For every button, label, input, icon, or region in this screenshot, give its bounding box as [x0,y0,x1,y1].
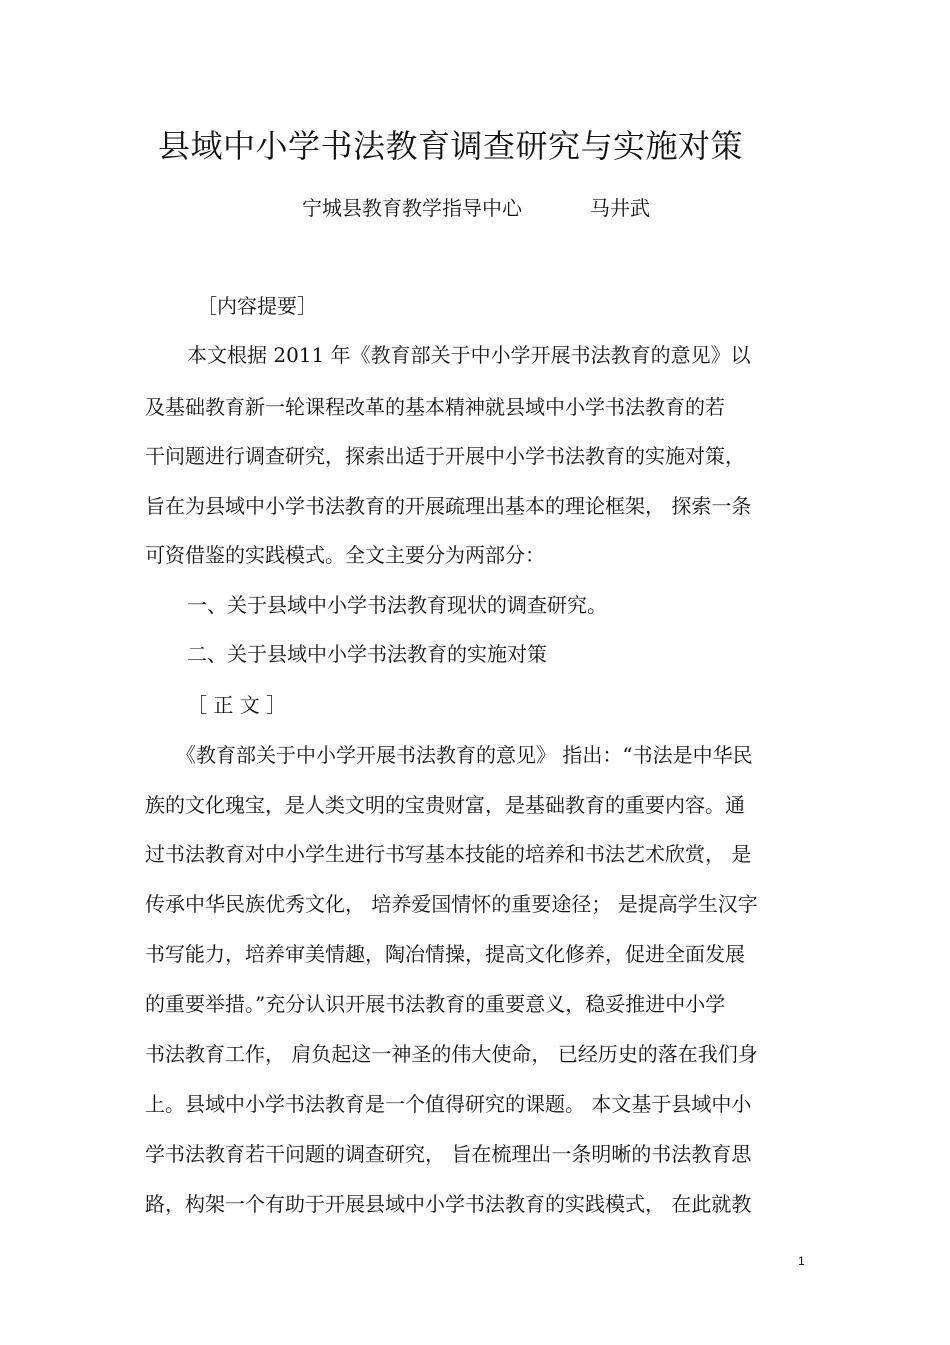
body-line: 路，构架一个有助于开展县域中小学书法教育的实践模式， 在此就教 [145,1192,752,1216]
author-name: 马井武 [590,196,650,220]
document-title: 县域中小学书法教育调查研究与实施对策 [158,127,744,165]
body-line: 可资借鉴的实践模式。全文主要分为两部分： [145,543,545,567]
author-organization: 宁城县教育教学指导中心 [302,196,522,220]
outline-item-1: 一、关于县域中小学书法教育现状的调查研究。 [187,593,607,617]
body-line: 书写能力，培养审美情趣，陶冶情操，提高文化修养，促进全面发展 [145,942,745,966]
section-heading-body: ［ 正 文 ］ [187,693,287,717]
body-line: 传承中华民族优秀文化， 培养爱国情怀的重要途径； 是提高学生汉字 [145,892,758,916]
body-line: 本文根据 2011 年《教育部关于中小学开展书法教育的意见》以 [187,343,751,367]
section-heading-abstract: ［内容提要］ [197,294,317,318]
body-line: 学书法教育若干问题的调查研究， 旨在梳理出一条明晰的书法教育思 [145,1142,752,1166]
body-line: 族的文化瑰宝，是人类文明的宝贵财富，是基础教育的重要内容。通 [145,793,745,817]
body-line: 书法教育工作， 肩负起这一神圣的伟大使命， 已经历史的落在我们身 [145,1042,758,1066]
body-line: 过书法教育对中小学生进行书写基本技能的培养和书法艺术欣赏， 是 [145,842,752,866]
outline-item-2: 二、关于县域中小学书法教育的实施对策 [187,642,547,666]
body-line: 干问题进行调查研究，探索出适于开展中小学书法教育的实施对策， [145,444,745,468]
body-line: 旨在为县域中小学书法教育的开展疏理出基本的理论框架， 探索一条 [145,494,752,518]
body-line: 的重要举措。”充分认识开展书法教育的重要意义，稳妥推进中小学 [145,992,726,1016]
body-line: 及基础教育新一轮课程改革的基本精神就县域中小学书法教育的若 [145,395,725,419]
body-line: 《教育部关于中小学开展书法教育的意见》 指出：“书法是中华民 [176,743,753,767]
body-line: 上。县域中小学书法教育是一个值得研究的课题。 本文基于县域中小 [145,1092,752,1116]
page-number: 1 [798,1254,805,1268]
